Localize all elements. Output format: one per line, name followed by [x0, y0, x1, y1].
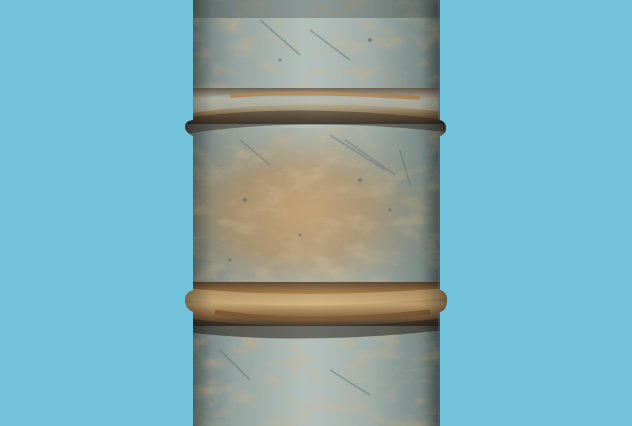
- barrel-body: [180, 0, 452, 426]
